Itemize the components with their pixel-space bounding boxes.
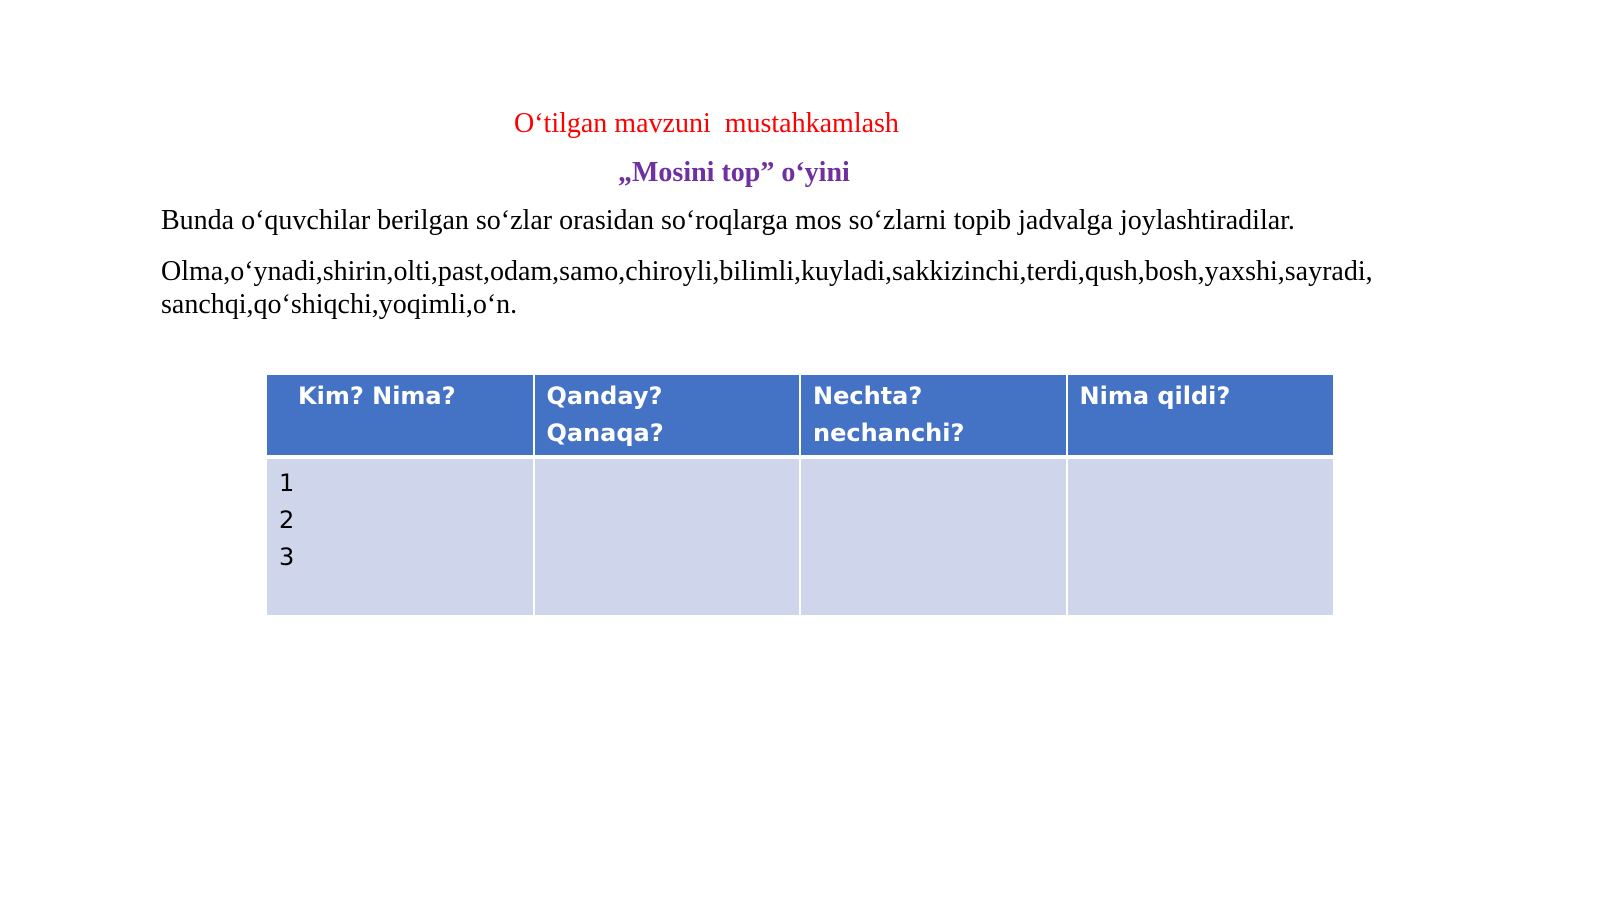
header-nechta-nechanchi: Nechta? nechanchi? [800,375,1067,457]
word-list-line-1: Olma,o‘ynadi,shirin,olti,past,odam,samo,chiroyli,bilimli,kuyladi,sakkizinchi,terdi,qush,bosh,yaxshi,sayradi, [161,256,1373,287]
table-row [267,457,1333,615]
cell-kim-nima[interactable] [267,457,534,615]
table-header-row [267,375,1333,457]
header-kim-nima: Kim? Nima? [267,375,534,457]
row-number-1: 1 [279,469,295,497]
row-number-2: 2 [279,506,295,534]
instruction-text: Bunda o‘quvchilar berilgan so‘zlar orasidan so‘roqlarga mos so‘zlarni topib jadvalga joylashtiradilar. [161,205,1295,236]
header-nima-qildi: Nima qildi? [1067,375,1334,457]
word-list [161,255,1481,321]
word-list-line-2: sanchqi,qo‘shiqchi,yoqimli,o‘n. [161,289,518,320]
answer-table [267,375,1333,615]
cell-nima-qildi[interactable] [1067,457,1334,615]
cell-nechta-nechanchi[interactable] [800,457,1067,615]
row-number-3: 3 [279,543,295,571]
slide-subtitle: „Mosini top” o‘yini [618,157,850,188]
slide-title: O‘tilgan mavzuni mustahkamlash [514,108,899,139]
header-qanday-qanaqa: Qanday? Qanaqa? [534,375,801,457]
cell-qanday-qanaqa[interactable] [534,457,801,615]
